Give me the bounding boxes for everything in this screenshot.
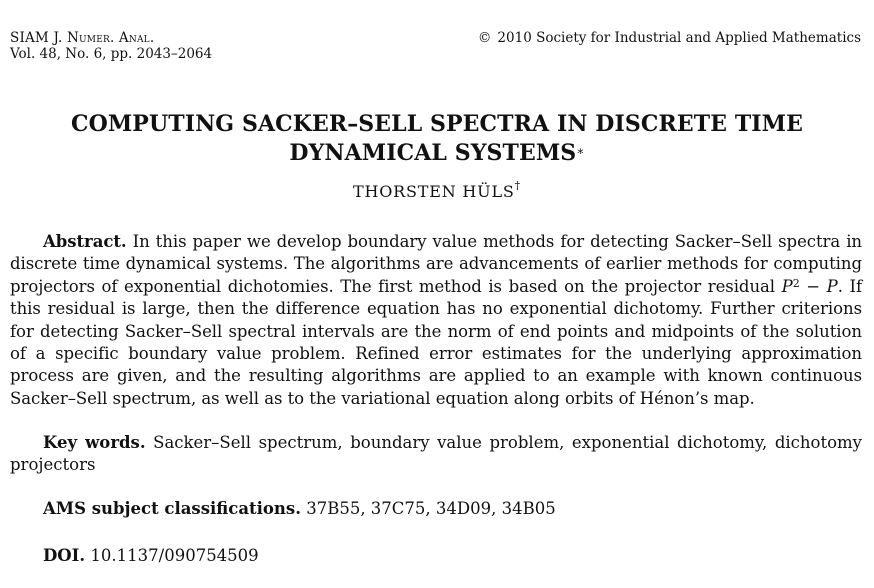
abstract-paragraph [10,231,862,410]
math-rest: − P [799,276,838,296]
copyright-symbol: © [477,30,492,46]
title-footnote-mark: ∗ [576,144,585,158]
journal-name: SIAM J. Numer. Anal. [10,30,155,46]
copyright-header [478,30,861,46]
title-line-2 [0,139,874,168]
doi-label: DOI. [43,546,86,565]
author-name [0,179,874,201]
math-base: P [781,276,793,296]
abstract-label: Abstract. [43,232,127,251]
paper-title [0,110,874,168]
keywords-label: Key words. [43,433,146,452]
volume-info: Vol. 48, No. 6, pp. 2043–2064 [10,46,213,62]
abstract-text-1: In this paper we develop boundary value methods for detecting Sacker–Sell spectra in discrete time dynamical systems. The algorithms are advancements of earlier methods for computing projectors of exponential dichotomies. The first method is based on the projector residual [10,232,862,296]
keywords-paragraph [10,432,862,477]
title-line-1: COMPUTING SACKER–SELL SPECTRA IN DISCRETE TIME [70,111,804,137]
ams-classifications [43,499,556,518]
keywords-text: Sacker–Sell spectrum, boundary value problem, exponential dichotomy, dichotomy projectors [10,433,863,475]
title-line-2-text: DYNAMICAL SYSTEMS [289,140,577,166]
author-name-text: THORSTEN HÜLS [353,182,515,201]
author-footnote-mark: † [514,179,521,192]
journal-header [10,30,212,62]
math-exponent: 2 [792,276,800,290]
ams-label: AMS subject classifications. [43,499,301,518]
doi-line [43,546,259,565]
abstract-text-2: . If this residual is large, then the difference equation has no exponential dichotomy. Further criterions for detecting Sacker–Sell spectral intervals are the norm of end points and midpoints of the solution of a specific boundary value problem. Refined error estimates for the underlying approximation process are given, and the resulting algorithms are applied to an example with known continuous Sacker–Sell spectrum, as well as to the variational equation along orbits of Hénon’s map. [10,276,863,408]
projector-residual-math [782,277,838,296]
ams-text: 37B55, 37C75, 34D09, 34B05 [306,499,556,518]
doi-text: 10.1137/090754509 [90,546,259,565]
copyright-text: 2010 Society for Industrial and Applied Mathematics [497,30,861,46]
